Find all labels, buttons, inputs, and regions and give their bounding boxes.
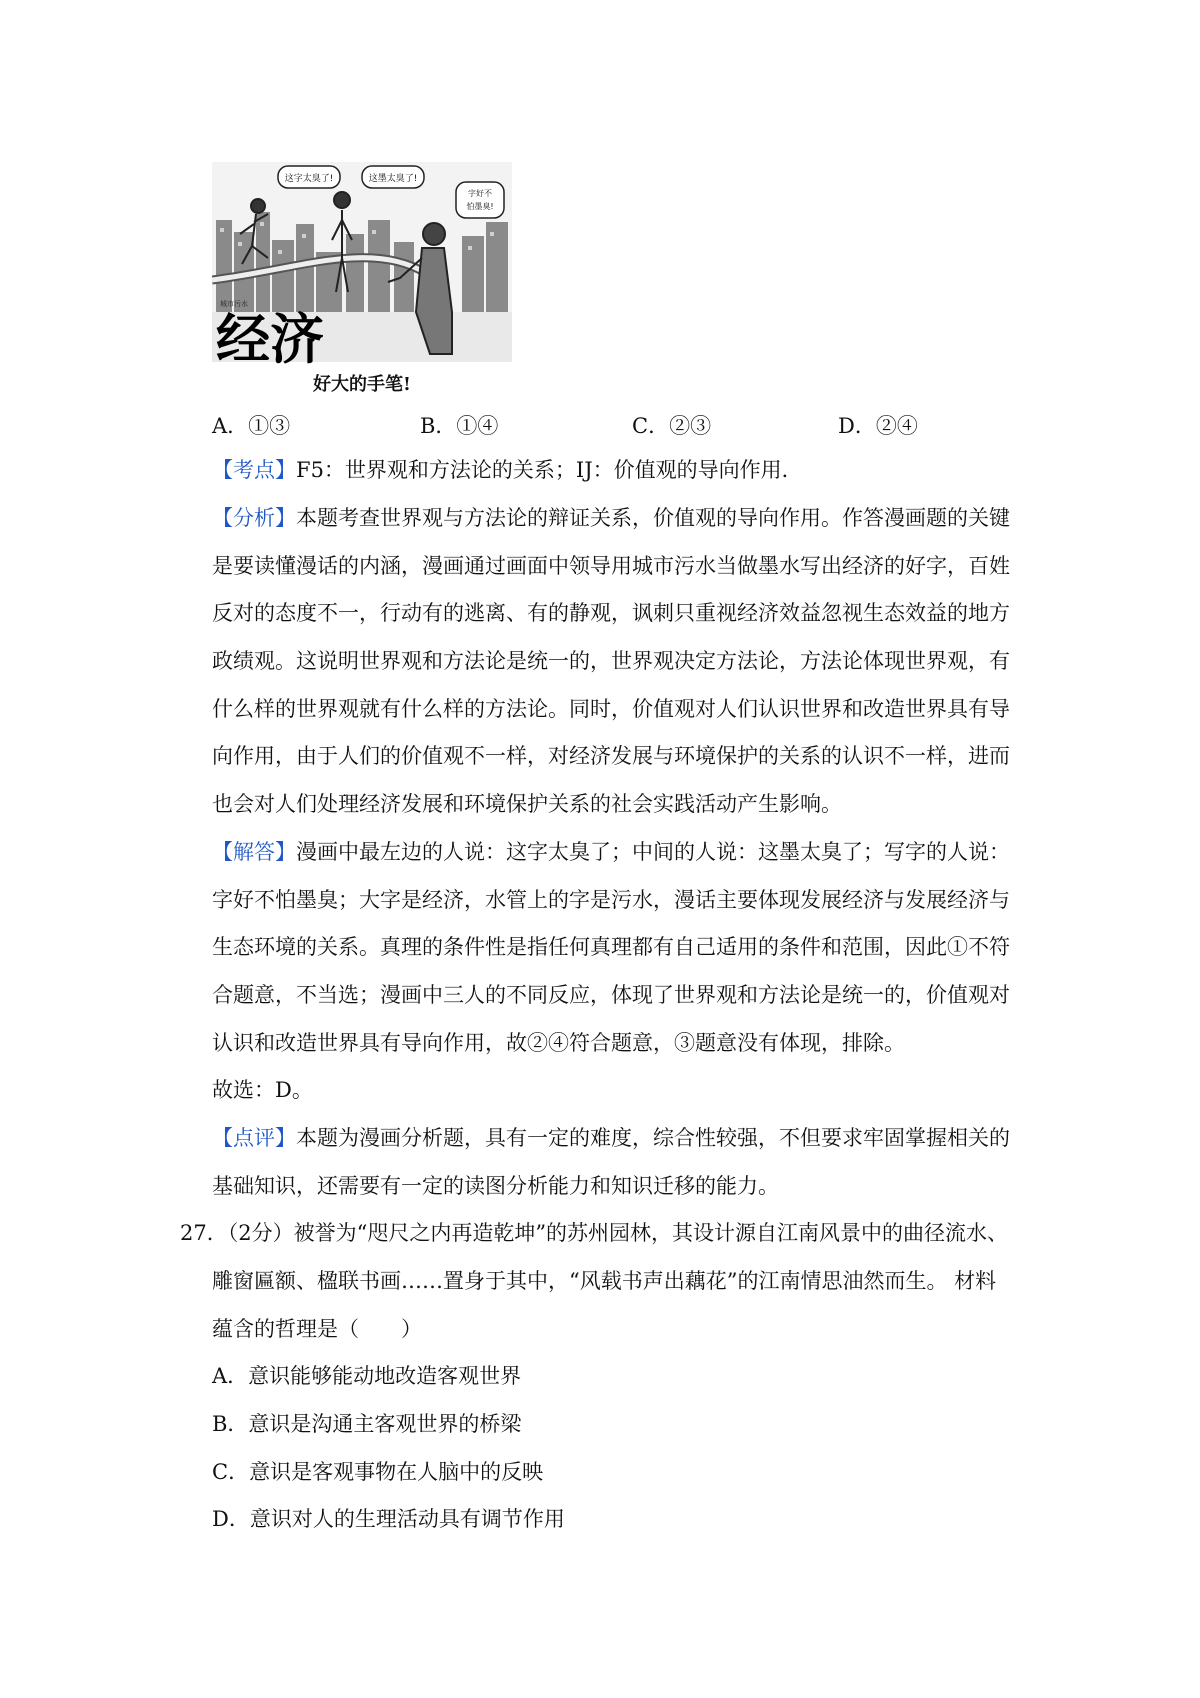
jieda-line-2: 字好不怕墨臭；大字是经济，水管上的字是污水，漫话主要体现发展经济与发展经济与 — [212, 888, 1010, 912]
fenxi-line-7: 也会对人们处理经济发展和环境保护关系的社会实践活动产生影响。 — [212, 792, 842, 816]
q27-option-c: C．意识是客观事物在人脑中的反映 — [212, 1460, 544, 1484]
jieda-line-4: 合题意，不当选；漫画中三人的不同反应，体现了世界观和方法论是统一的，价值观对 — [212, 983, 1010, 1007]
fenxi-line-4: 政绩观。这说明世界观和方法论是统一的，世界观决定方法论，方法论体现世界观，有 — [212, 649, 1010, 673]
answer-line: 故选：D。 — [212, 1078, 313, 1102]
dianping-tag: 【点评】 — [212, 1126, 296, 1150]
fenxi-text: 本题考查世界观与方法论的辩证关系，价值观的导向作用。作答漫画题的关键 — [296, 506, 1010, 530]
q27-stem-line-2: 雕窗匾额、楹联书画……置身于其中，“风载书声出藕花”的江南情思油然而生。 材料 — [212, 1269, 997, 1293]
kaodian-line — [212, 456, 803, 484]
jieda-tag: 【解答】 — [212, 840, 296, 864]
q26-option-b: B．①④ — [420, 414, 499, 438]
q27-option-a: A．意识能够能动地改造客观世界 — [212, 1364, 522, 1388]
speech-bubble-middle — [362, 166, 424, 188]
dianping-text: 本题为漫画分析题，具有一定的难度，综合性较强，不但要求牢固掌握相关的 — [296, 1126, 1010, 1150]
calligraphy-text: 经济 — [216, 307, 324, 371]
speech-bubble-right — [456, 182, 504, 218]
q27-option-b: B．意识是沟通主客观世界的桥梁 — [212, 1412, 522, 1436]
jieda-text: 漫画中最左边的人说：这字太臭了；中间的人说：这墨太臭了；写字的人说： — [296, 840, 1010, 864]
svg-text:这字太臭了!: 这字太臭了! — [284, 174, 334, 184]
fenxi-line-6: 向作用，由于人们的价值观不一样，对经济发展与环境保护的关系的认识不一样，进而 — [212, 744, 1010, 768]
jieda-line-1 — [212, 838, 1010, 866]
dianping-line-2: 基础知识，还需要有一定的读图分析能力和知识迁移的能力。 — [212, 1174, 779, 1198]
q26-option-c: C．②③ — [632, 414, 712, 438]
fenxi-tag: 【分析】 — [212, 506, 296, 530]
pipe-label: 城市污水 — [220, 300, 248, 308]
cartoon-caption: 好大的手笔! — [313, 374, 411, 395]
jieda-line-3: 生态环境的关系。真理的条件性是指任何真理都有自己适用的条件和范围，因此①不符 — [212, 935, 1010, 959]
kaodian-tag: 【考点】 — [212, 458, 296, 482]
q26-option-d: D．②④ — [838, 414, 918, 438]
svg-text:字好不: 字好不 — [468, 189, 492, 198]
cartoon-figure — [212, 162, 512, 400]
fenxi-line-3: 反对的态度不一，行动有的逃离、有的静观，讽刺只重视经济效益忽视生态效益的地方 — [212, 601, 1010, 625]
q27-option-d: D．意识对人的生理活动具有调节作用 — [212, 1507, 565, 1531]
kaodian-text: F5：世界观和方法论的关系；IJ：价值观的导向作用． — [296, 458, 803, 482]
dianping-line-1 — [212, 1124, 1010, 1152]
jieda-line-5: 认识和改造世界具有导向作用，故②④符合题意，③题意没有体现，排除。 — [212, 1031, 905, 1055]
fenxi-line-1 — [212, 504, 1010, 532]
q27-stem-line-1: 27．（2分）被誉为“咫尺之内再造乾坤”的苏州园林，其设计源自江南风景中的曲径流水、 — [180, 1221, 1009, 1245]
q27-stem-line-3: 蕴含的哲理是（ ） — [212, 1317, 422, 1341]
fenxi-line-2: 是要读懂漫话的内涵，漫画通过画面中领导用城市污水当做墨水写出经济的好字，百姓 — [212, 554, 1010, 578]
svg-text:怕墨臭!: 怕墨臭! — [466, 202, 494, 211]
svg-text:这墨太臭了!: 这墨太臭了! — [368, 174, 418, 184]
q26-option-a: A．①③ — [212, 414, 291, 438]
fenxi-line-5: 什么样的世界观就有什么样的方法论。同时，价值观对人们认识世界和改造世界具有导 — [212, 697, 1010, 721]
speech-bubble-left — [278, 166, 340, 188]
